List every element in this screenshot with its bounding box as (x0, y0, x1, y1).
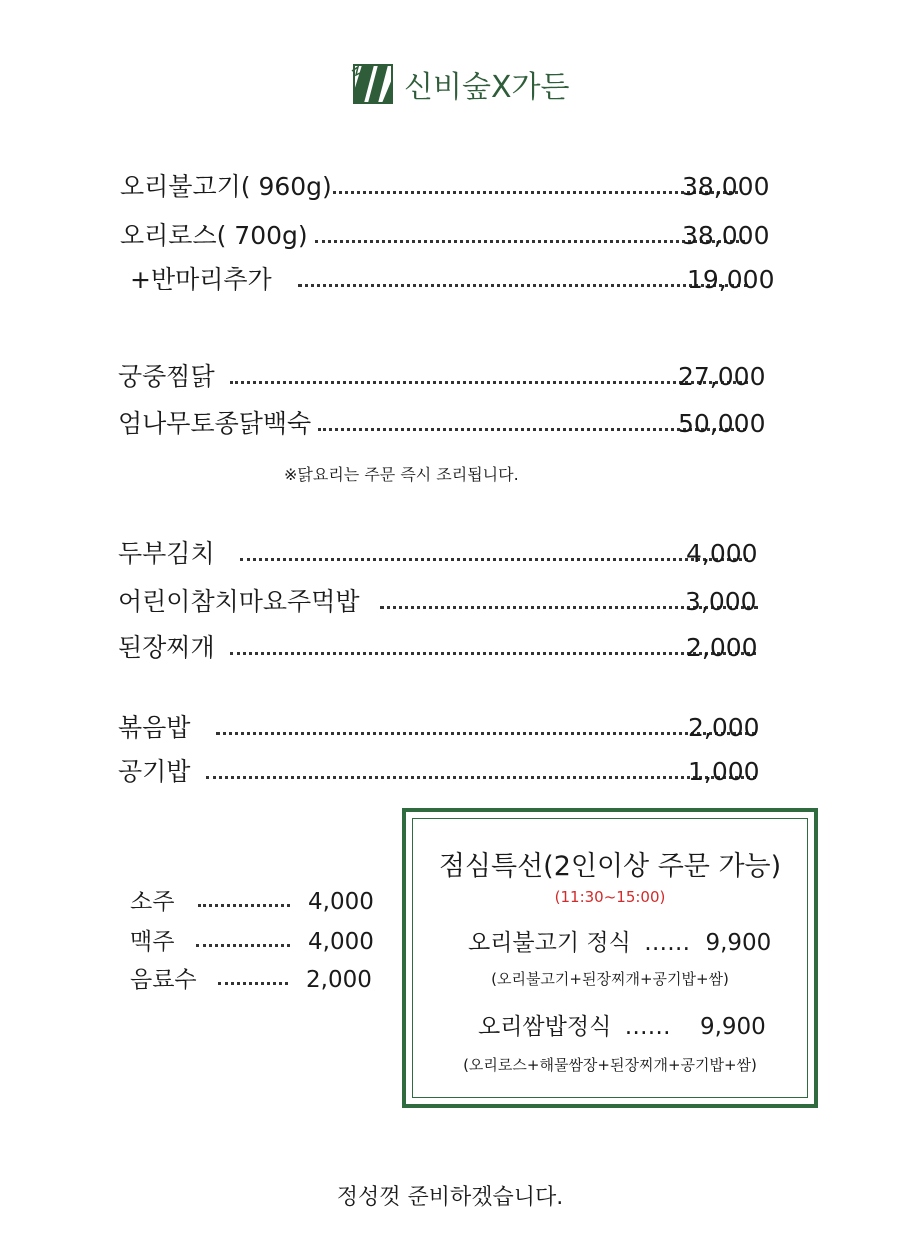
menu-item-name: 어린이참치마요주먹밥 (118, 587, 360, 616)
menu-item (118, 708, 758, 748)
lunch-item-name: 오리쌈밥정식 (478, 1014, 612, 1040)
lunch-item-dots: …… (644, 930, 691, 956)
leader-dots (196, 944, 290, 947)
menu-item (118, 582, 758, 622)
menu-item-name: 두부김치 (118, 539, 215, 568)
leader-dots (230, 652, 756, 655)
menu-item-name: 오리불고기( 960g) (120, 172, 332, 201)
lunch-item-dots: …… (624, 1014, 671, 1040)
lunch-special-time: (11:30~15:00) (554, 888, 666, 906)
drink-name: 소주 (130, 889, 175, 915)
brand-logo (350, 58, 569, 110)
leader-dots (216, 732, 756, 735)
leader-dots (240, 558, 748, 561)
lunch-item-price: 9,900 (705, 930, 772, 956)
brand-name: 신비숲X가든 (404, 70, 570, 105)
menu-item-name: 볶음밥 (118, 713, 191, 742)
menu-item (118, 752, 758, 792)
menu-item-price: 2,000 (688, 713, 760, 742)
leader-dots (230, 381, 748, 384)
menu-item-price: 27,000 (678, 362, 766, 391)
drink-name: 맥주 (130, 929, 175, 955)
drink-price: 4,000 (308, 929, 374, 955)
menu-item-name: 엄나무토종닭백숙 (118, 409, 312, 438)
menu-item-price: 4,000 (686, 539, 758, 568)
menu-item (118, 534, 758, 574)
drink-item (130, 884, 380, 920)
menu-item-price: 19,000 (687, 265, 775, 294)
drink-price: 4,000 (308, 889, 374, 915)
menu-item (118, 357, 766, 397)
lunch-item-price: 9,900 (699, 1014, 766, 1040)
menu-item-price: 38,000 (682, 172, 770, 201)
menu-item (120, 167, 770, 207)
leader-dots (218, 982, 288, 985)
leader-dots (315, 240, 745, 243)
leader-dots (333, 191, 738, 194)
leader-dots (206, 776, 756, 779)
menu-item-name: 공기밥 (118, 757, 191, 786)
menu-item-name: 오리로스( 700g) (120, 221, 308, 250)
menu-item-price: 1,000 (688, 757, 760, 786)
chicken-note: ※닭요리는 주문 즉시 조리됩니다. (284, 465, 519, 484)
menu-item (118, 628, 758, 668)
menu-item (118, 404, 766, 444)
menu-item-price: 3,000 (685, 587, 757, 616)
lunch-item-desc: (오리불고기+된장찌개+공기밥+쌈) (491, 970, 729, 988)
drink-item (130, 962, 380, 998)
lunch-item (478, 1008, 766, 1041)
leader-dots (198, 904, 290, 907)
menu-item-price: 38,000 (682, 221, 770, 250)
drink-name: 음료수 (130, 967, 197, 993)
menu-item (130, 260, 775, 300)
menu-item-name: +반마리추가 (130, 265, 272, 294)
menu-item (120, 216, 770, 256)
menu-item-price: 50,000 (678, 409, 766, 438)
lunch-special-title: 점심특선(2인이상 주문 가능) (438, 851, 782, 882)
leader-dots (298, 284, 748, 287)
lunch-item-name: 오리불고기 정식 (468, 930, 631, 956)
menu-item-name: 궁중찜닭 (118, 362, 215, 391)
lunch-special-box (402, 808, 818, 1108)
forest-logo-icon (350, 61, 396, 107)
lunch-item (468, 924, 771, 957)
menu-item-price: 2,000 (686, 633, 758, 662)
footer-message: 정성껏 준비하겠습니다. (336, 1185, 564, 1210)
menu-item-name: 된장찌개 (118, 633, 215, 662)
lunch-item-desc: (오리로스+해물쌈장+된장찌개+공기밥+쌈) (463, 1056, 757, 1074)
drink-item (130, 924, 380, 960)
drink-price: 2,000 (306, 967, 372, 993)
